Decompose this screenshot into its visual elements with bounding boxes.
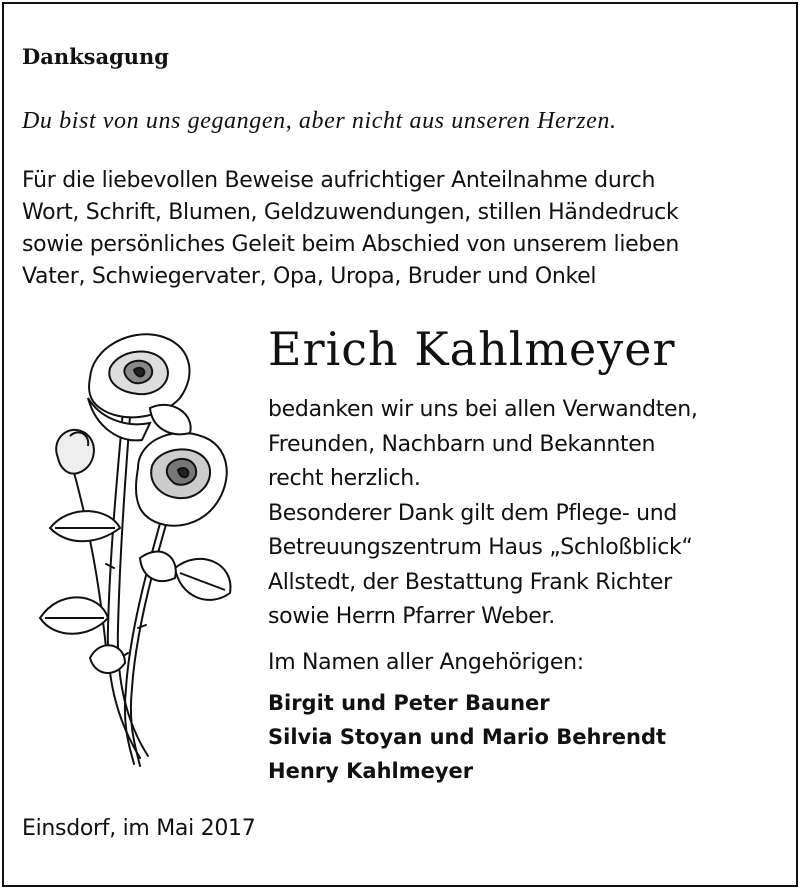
thanks-line: Allstedt, der Bestattung Frank Richter [268,569,672,595]
notice-motto: Du bist von uns gegangen, aber nicht aus unseren Herzen. [22,108,617,134]
thanks-line: bedanken wir uns bei allen Verwandten, [268,397,698,422]
intro-line: Vater, Schwiegervater, Opa, Uropa, Bruder und Onkel [22,264,597,289]
roses-illustration [30,328,240,768]
signer-name: Silvia Stoyan und Mario Behrendt [268,725,667,749]
thanks-line: Besonderer Dank gilt dem Pflege- und [268,500,678,526]
intro-line: sowie persönliches Geleit beim Abschied von unserem lieben [22,232,679,257]
signer-name: Birgit und Peter Bauner [268,691,550,715]
thanks-text [268,393,788,635]
deceased-name: Erich Kahlmeyer [268,322,676,376]
thanks-line: Freunden, Nachbarn und Bekannten [268,431,656,457]
place-date: Einsdorf, im Mai 2017 [22,816,256,841]
signer-name: Henry Kahlmeyer [268,759,474,783]
on-behalf-line: Im Namen aller Angehörigen: [268,650,584,675]
intro-line: Wort, Schrift, Blumen, Geldzuwendungen, stillen Händedruck [22,200,679,225]
notice-heading: Danksagung [22,44,169,69]
thanks-line: Betreuungszentrum Haus „Schloßblick“ [268,535,693,560]
intro-text [22,165,782,293]
intro-line: Für die liebevollen Beweise aufrichtiger Anteilnahme durch [22,168,656,193]
thanks-line: sowie Herrn Pfarrer Weber. [268,604,555,629]
signers-list [268,686,666,788]
thanks-line: recht herzlich. [268,466,421,491]
